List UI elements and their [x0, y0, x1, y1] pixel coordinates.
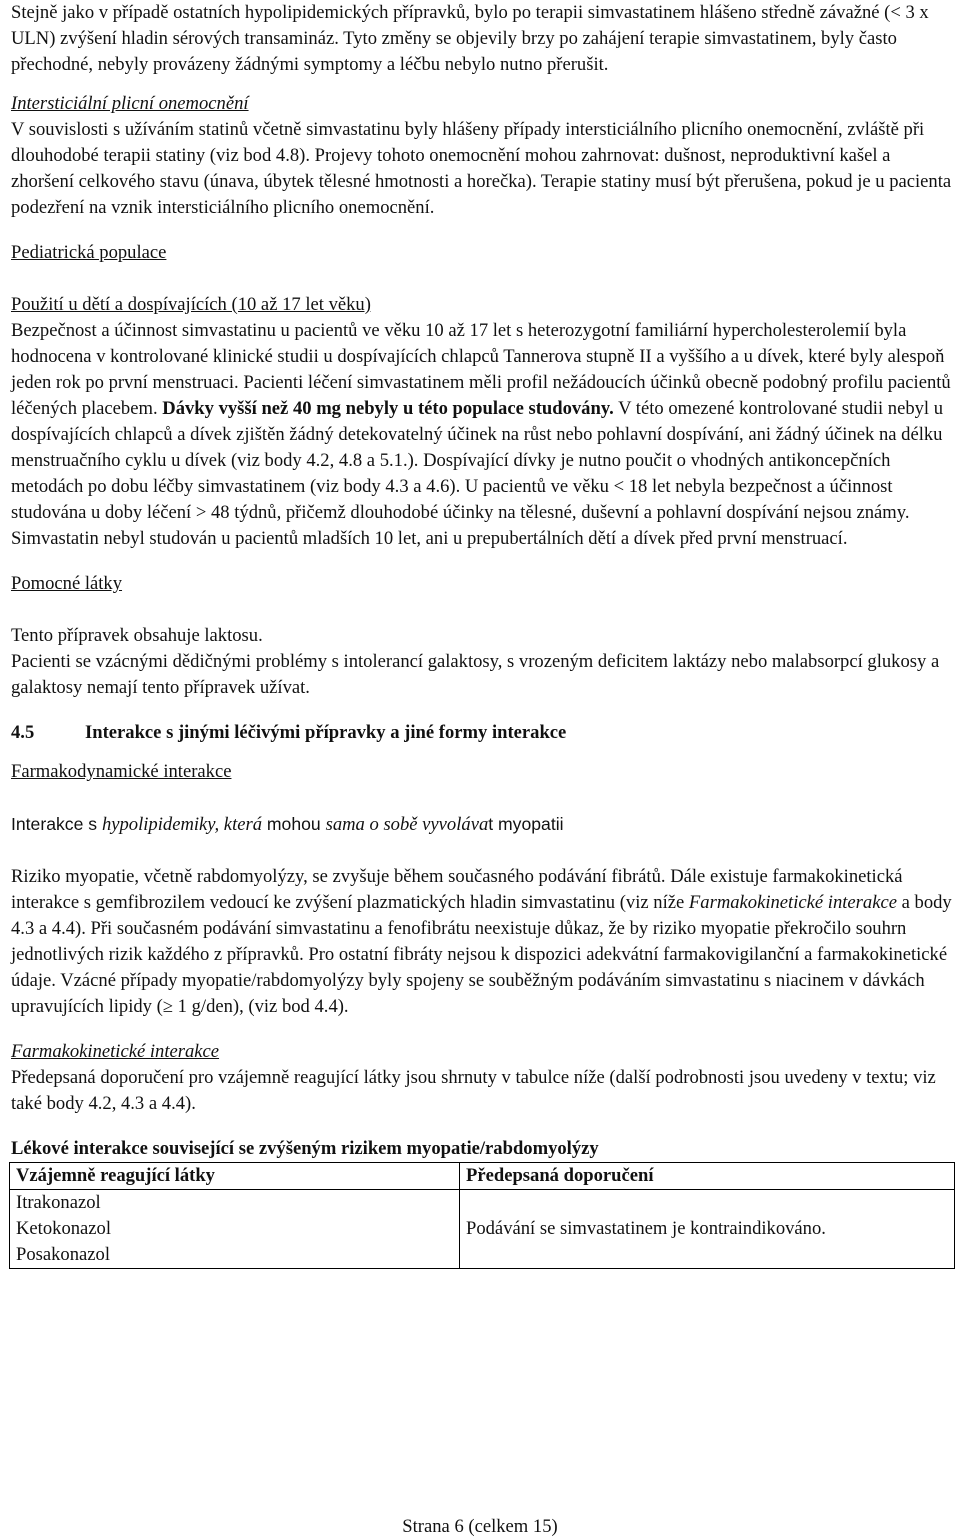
- page-footer: Strana 6 (celkem 15): [402, 1516, 558, 1537]
- pharmacodynamic-text-2: a body 4.3 a 4.4). Při současném podávání simvastatinu a fenofibrátu neexistuje důkaz, že by riziko myopatie překročilo souhrn jednotlivých rizik každého z přípravků. Pro ostatní fibráty nejsou k dispozici adekvátní farmakovigilanční a farmakokinetické údaje. Vzácné případy myopatie/rabdomyolýzy byly spojeny se souběžným podáváním simvastatinu s niacinem v dávkách upravujících lipidy (≥ 1 g/den), (viz bod 4.4).: [11, 892, 952, 1017]
- pharmacodynamic-text: [11, 864, 953, 1020]
- sub-part-4: sama o sobě vyvoláva: [325, 814, 489, 835]
- pediatric-dose-warning: Dávky vyšší než 40 mg nebyly u této populace studovány.: [162, 398, 614, 419]
- excipients-heading: Pomocné látky: [11, 573, 123, 594]
- ild-heading: Intersticiální plicní onemocnění: [11, 93, 249, 114]
- pharmacodynamic-text-italic: Farmakokinetické interakce: [688, 892, 897, 913]
- section-number: 4.5: [11, 722, 35, 743]
- pediatric-text: [11, 318, 953, 552]
- pharmacokinetic-heading: Farmakokinetické interakce: [11, 1041, 220, 1062]
- table-cell-recommendation: Podávání se simvastatinem je kontraindikováno.: [460, 1190, 955, 1269]
- table-header-row: [10, 1163, 955, 1190]
- sub-part-5: t myopatii: [488, 814, 564, 834]
- pediatric-subheading: Použití u dětí a dospívajících (10 až 17 let věku): [11, 294, 371, 315]
- document-page: [11, 0, 953, 1269]
- sub-part-2: hypolipidemiky, která: [101, 814, 263, 835]
- sub-part-3: mohou: [262, 814, 326, 834]
- pharmacokinetic-text: Předepsaná doporučení pro vzájemně reagující látky jsou shrnuty v tabulce níže (další podrobnosti jsou uvedeny v textu; viz také body 4.2, 4.3 a 4.4).: [11, 1067, 936, 1114]
- drug-ketoconazole: Ketokonazol: [16, 1218, 112, 1239]
- excipients-line-2: Pacienti se vzácnými dědičnými problémy s intolerancí galaktosy, s vrozeným deficitem laktázy nebo malabsorpcí glukosy a galaktosy nemají tento přípravek užívat.: [11, 651, 940, 698]
- pharmacodynamic-subheading: [11, 811, 953, 838]
- drug-itraconazole: Itrakonazol: [16, 1192, 101, 1213]
- table-row: [10, 1190, 955, 1269]
- interaction-table: [9, 1162, 955, 1269]
- pharmacodynamic-heading: Farmakodynamické interakce: [11, 761, 232, 782]
- section-title: [11, 720, 953, 746]
- section-title-text: Interakce s jinými léčivými přípravky a jiné formy interakce: [85, 722, 567, 743]
- table-caption: Lékové interakce související se zvýšeným rizikem myopatie/rabdomyolýzy: [11, 1138, 599, 1159]
- excipients-line-1: Tento přípravek obsahuje laktosu.: [11, 625, 263, 646]
- pharmacodynamic-text-1: Riziko myopatie, včetně rabdomyolýzy, se zvyšuje během současného podávání fibrátů. Dále existuje farmakokinetická interakce s gemfibrozilem vedoucí ke zvýšení plazmatických hladin simvastatinu (viz níže: [11, 866, 903, 913]
- pediatric-heading: Pediatrická populace: [11, 242, 167, 263]
- pediatric-text-1: Bezpečnost a účinnost simvastatinu u pacientů ve věku 10 až 17 let s heterozygotní familiární hypercholesterolemií byla hodnocena v kontrolované klinické studii u dospívajících chlapců Tannerova stupně II a vyššího a u dívek, které byly alespoň jeden rok po první menstruaci. Pacienti léčení simvastatinem měli profil nežádoucích účinků obecně podobný profilu pacientů léčených placebem.: [11, 320, 951, 419]
- top-paragraph: Stejně jako v případě ostatních hypolipidemických přípravků, bylo po terapii simvastatinem hlášeno středně závažné (< 3 x ULN) zvýšení hladin sérových transamináz. Tyto změny se objevily brzy po zahájení terapie simvastatinem, byly často přechodné, nebyly provázeny žádnými symptomy a léčbu nebylo nutno přerušit.: [11, 2, 929, 75]
- ild-text: V souvislosti s užíváním statinů včetně simvastatinu byly hlášeny případy intersticiálního plicního onemocnění, zvláště při dlouhodobé terapii statiny (viz bod 4.8). Projevy tohoto onemocnění mohou zahrnovat: dušnost, neproduktivní kašel a zhoršení celkového stavu (únava, úbytek tělesné hmotnosti a horečka). Terapie statiny musí být přerušena, pokud je u pacienta podezření na vznik intersticiálního plicního onemocnění.: [11, 119, 952, 218]
- table-header-recommendations: Předepsaná doporučení: [460, 1163, 955, 1190]
- table-header-substances: Vzájemně reagující látky: [10, 1163, 460, 1190]
- pediatric-text-2: V této omezené kontrolované studii nebyl u dospívajících chlapců a dívek zjištěn žádný detekovatelný účinek na růst nebo pohlavní dospívání, ani žádný účinek na délku menstruačního cyklu u dívek (viz body 4.2, 4.8 a 5.1.). Dospívající dívky je nutno poučit o vhodných antikoncepčních metodách po dobu léčby simvastatinem (viz body 4.3 a 4.6). U pacientů ve věku < 18 let nebyla bezpečnost a účinnost studována u doby léčení > 48 týdnů, přičemž dlouhodobé účinky na tělesné, duševní a pohlavní dospívání nejsou známy. Simvastatin nebyl studován u pacientů mladších 10 let, ani u prepubertálních dětí a dívek před první menstruací.: [11, 398, 944, 549]
- drug-posaconazole: Posakonazol: [16, 1244, 110, 1265]
- table-cell-drugs: [10, 1190, 460, 1269]
- sub-part-1: Interakce s: [11, 814, 102, 834]
